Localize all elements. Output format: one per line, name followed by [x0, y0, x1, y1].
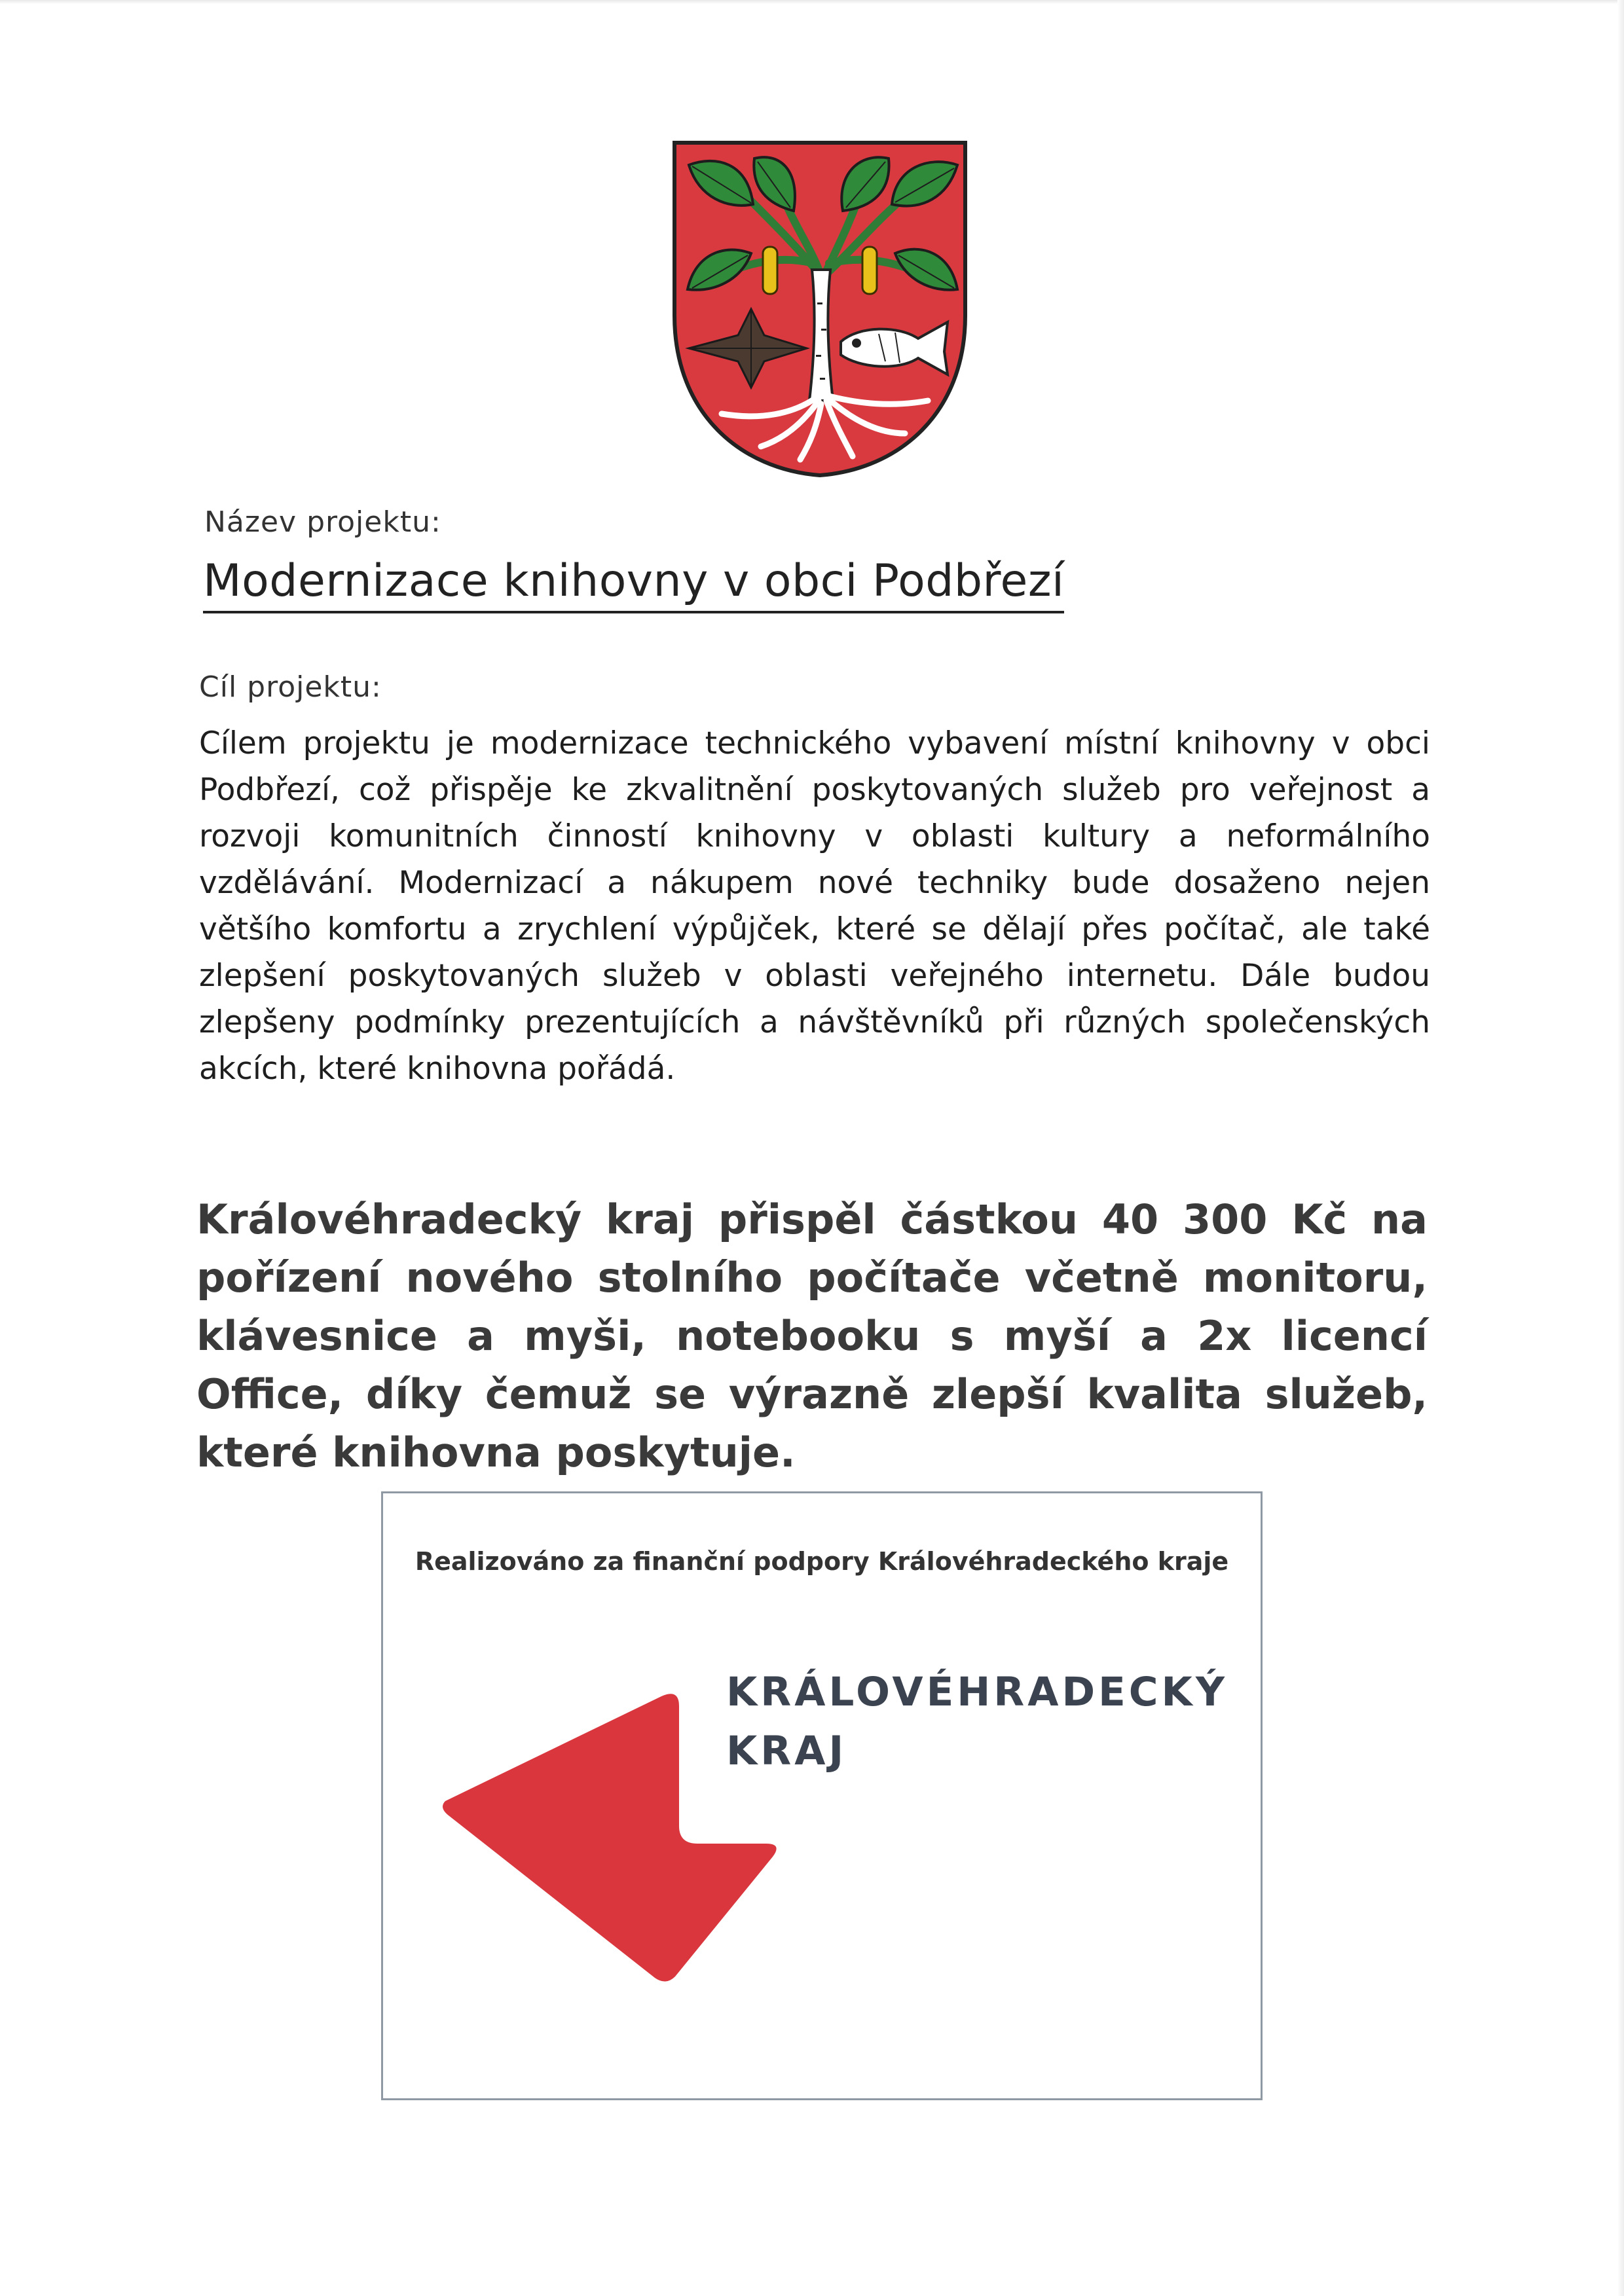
coat-of-arms	[669, 139, 970, 479]
project-goal-text: Cílem projektu je modernizace technického vybavení místní knihovny v obci Podbřezí, což přispěje ke zkvalitnění poskytovaných služeb pro veřejnost a rozvoji komunitních činností knihovny v oblasti kultury a neformálního vzdělávání. Modernizací a nákupem nové techniky bude dosaženo nejen většího komfortu a zrychlení výpůjček, které se dělají přes počítač, ale také zlepšení poskytovaných služeb v oblasti veřejného internetu. Dále budou zlepšeny podmínky prezentujících a návštěvníků při různých společenských akcích, které knihovna pořádá.	[199, 725, 1430, 1087]
project-name-label: Název projektu:	[204, 505, 441, 539]
region-logo-shape	[435, 1677, 802, 1984]
contribution-statement: Královéhradecký kraj přispěl částkou 40 300 Kč na pořízení nového stolního počítače včetně monitoru, klávesnice a myši, notebooku s myší a 2x licencí Office, díky čemuž se výrazně zlepší kvalita služeb, které knihovna poskytuje.	[196, 1195, 1428, 1476]
region-brand-line1: KRÁLOVÉHRADECKÝ	[726, 1669, 1228, 1715]
project-title: Modernizace knihovny v obci Podbřezí	[203, 555, 1064, 613]
trunk	[809, 270, 833, 401]
project-goal-label: Cíl projektu:	[199, 670, 382, 704]
scan-edge-top	[0, 0, 1624, 4]
scan-edge-right	[1617, 0, 1624, 2296]
region-brand-line2: KRAJ	[726, 1728, 847, 1774]
support-box	[381, 1491, 1263, 2100]
support-caption: Realizováno za finanční podpory Královéhradeckého kraje	[415, 1547, 1229, 1576]
